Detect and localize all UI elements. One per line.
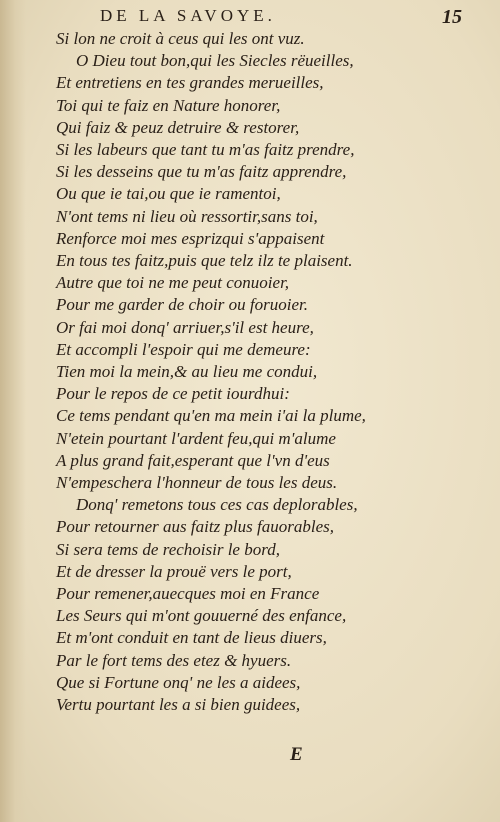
- verse-line: Et entretiens en tes grandes merueilles,: [56, 73, 324, 93]
- verse-line: Par le fort tems des etez & hyuers.: [56, 650, 292, 670]
- verse-line: Les Seurs qui m'ont gouuerné des enfance,: [56, 606, 347, 626]
- page-gutter-shadow: [0, 0, 26, 822]
- verse-line: Ou que ie tai,ou que ie ramentoi,: [56, 184, 281, 204]
- verse-line: Qui faiz & peuz detruire & restorer,: [56, 117, 300, 137]
- verse-line: N'ont tems ni lieu où ressortir,sans toi,: [56, 206, 318, 226]
- verse-line: Que si Fortune onq' ne les a aidees,: [56, 672, 301, 692]
- verse-line: Si les desseins que tu m'as faitz apprendre,: [56, 162, 347, 182]
- verse-line: Pour remener,auecques moi en France: [56, 584, 320, 604]
- verse-line: Et accompli l'espoir qui me demeure:: [56, 339, 311, 359]
- verse-line: Pour le repos de ce petit iourdhui:: [56, 384, 290, 404]
- verse-line: En tous tes faitz,puis que telz ilz te plaisent.: [56, 251, 353, 271]
- verse-line: Et de dresser la prouë vers le port,: [56, 561, 292, 581]
- verse-line: N'etein pourtant l'ardent feu,qui m'alume: [56, 428, 336, 448]
- verse-line: A plus grand fait,esperant que l'vn d'eus: [56, 450, 330, 470]
- verse-line: Pour retourner aus faitz plus fauorables,: [56, 517, 334, 537]
- verse-line: Si les labeurs que tant tu m'as faitz prendre,: [56, 140, 355, 160]
- verse-line: Pour me garder de choir ou foruoier.: [56, 295, 308, 315]
- verse-line: N'empeschera l'honneur de tous les deus.: [56, 473, 338, 493]
- verse-line: Renforce moi mes esprizqui s'appaisent: [56, 228, 325, 248]
- verse-line: Tien moi la mein,& au lieu me condui,: [56, 362, 318, 382]
- verse-line: O Dieu tout bon,qui les Siecles rëueilles,: [76, 51, 354, 71]
- page-number: 15: [442, 6, 462, 28]
- verse-line: Autre que toi ne me peut conuoier,: [56, 273, 290, 293]
- verse-line: Et m'ont conduit en tant de lieus diuers,: [56, 628, 327, 648]
- verse-line: Si lon ne croit à ceus qui les ont vuz.: [56, 29, 305, 48]
- verse-line: Vertu pourtant les a si bien guidees,: [56, 695, 301, 715]
- verse-line: Ce tems pendant qu'en ma mein i'ai la plume,: [56, 406, 366, 426]
- verse-line: Si sera tems de rechoisir le bord,: [56, 539, 280, 559]
- verse-line: Donq' remetons tous ces cas deplorables,: [76, 495, 358, 515]
- poem-text-block: [56, 28, 476, 716]
- verse-line: Or fai moi donq' arriuer,s'il est heure,: [56, 317, 314, 337]
- running-title: DE LA SAVOYE.: [100, 6, 276, 25]
- verse-line: Toi qui te faiz en Nature honorer,: [56, 95, 281, 115]
- catchword: E: [290, 744, 303, 765]
